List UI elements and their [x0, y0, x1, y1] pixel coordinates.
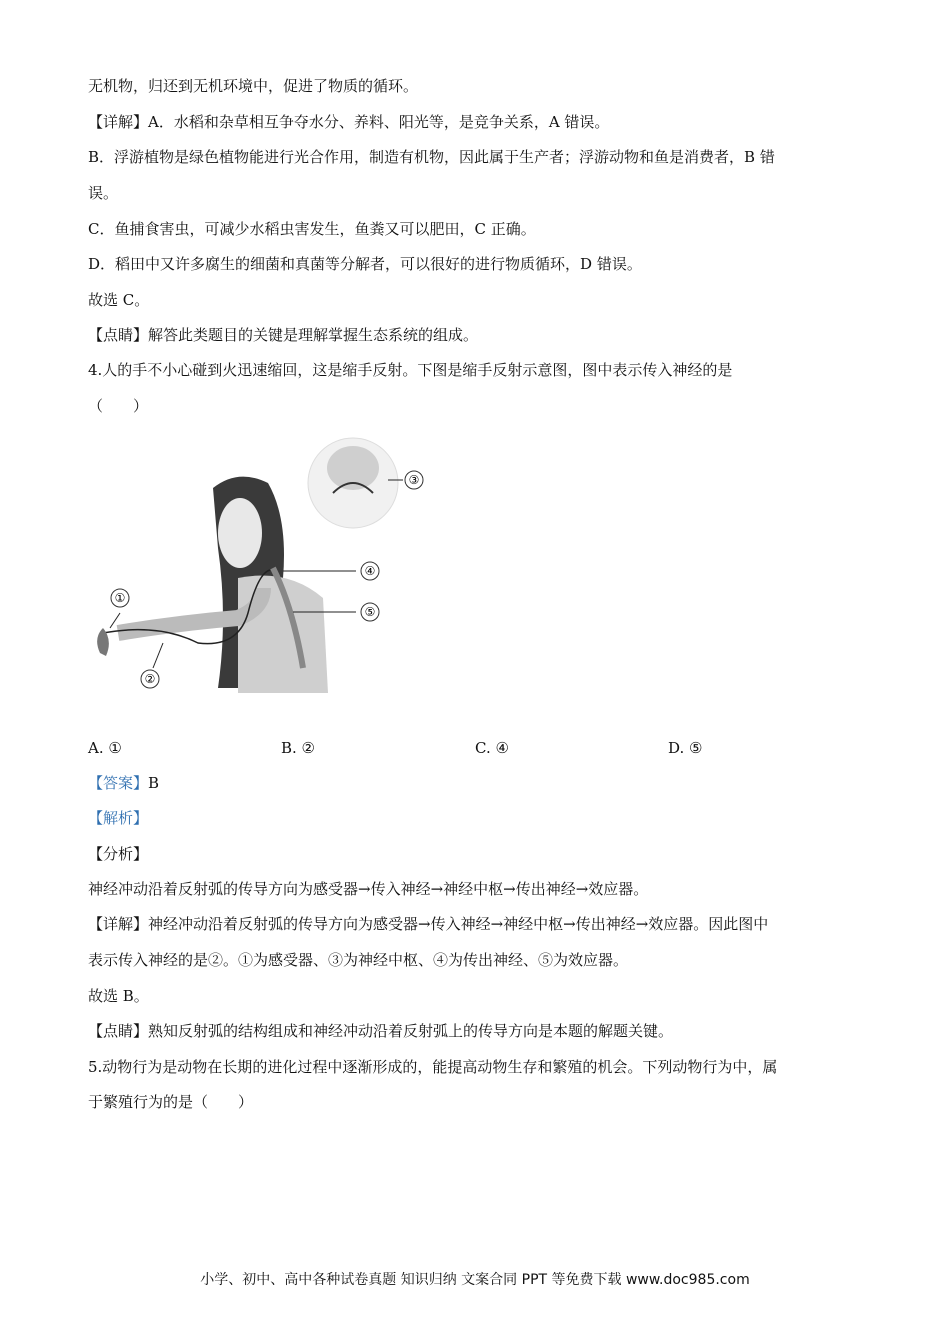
- figure-label-3: ③: [408, 473, 420, 487]
- text-line: 【点睛】熟知反射弧的结构组成和神经冲动沿着反射弧上的传导方向是本题的解题关键。: [88, 1022, 674, 1040]
- figure-label-2: ②: [144, 672, 156, 686]
- text-line: 故选 C。: [88, 291, 150, 309]
- reflex-arc-figure: [88, 428, 448, 718]
- reflex-arc-illustration: [88, 428, 448, 718]
- figure-label-4: ④: [364, 564, 376, 578]
- option-b: B. ②: [281, 739, 316, 757]
- question-4-stem: 4.人的手不小心碰到火迅速缩回，这是缩手反射。下图是缩手反射示意图，图中表示传入神经的是: [88, 361, 733, 379]
- text-line: 误。: [88, 184, 119, 202]
- figure-label-1: ①: [114, 591, 126, 605]
- question-5-stem: 5.动物行为是动物在长期的进化过程中逐渐形成的，能提高动物生存和繁殖的机会。下列动物行为中，属: [88, 1058, 778, 1076]
- answer-line: [88, 773, 159, 793]
- option-a: A. ①: [88, 739, 122, 757]
- question-4-blank: （ ）: [88, 397, 149, 415]
- text-line: 故选 B。: [88, 987, 149, 1005]
- text-line: 无机物，归还到无机环境中，促进了物质的循环。: [88, 77, 419, 95]
- answer-value: B: [148, 774, 160, 792]
- text-line: 神经冲动沿着反射弧的传导方向为感受器→传入神经→神经中枢→传出神经→效应器。: [88, 880, 649, 898]
- text-line: 表示传入神经的是②。①为感受器、③为神经中枢、④为传出神经、⑤为效应器。: [88, 951, 629, 969]
- text-line: D．稻田中又许多腐生的细菌和真菌等分解者，可以很好的进行物质循环，D 错误。: [88, 255, 642, 273]
- text-line: 【详解】A．水稻和杂草相互争夺水分、养料、阳光等，是竞争关系，A 错误。: [88, 113, 610, 131]
- question-5-stem-cont: 于繁殖行为的是（ ）: [88, 1093, 254, 1111]
- text-line: B．浮游植物是绿色植物能进行光合作用，制造有机物，因此属于生产者；浮游动物和鱼是消费者，B 错: [88, 148, 775, 166]
- figure-label-5: ⑤: [364, 605, 376, 619]
- option-d: D. ⑤: [668, 739, 703, 757]
- analysis-label: 【解析】: [88, 809, 149, 827]
- text-line: C．鱼捕食害虫，可减少水稻虫害发生，鱼粪又可以肥田，C 正确。: [88, 220, 536, 238]
- text-line: 【分析】: [88, 845, 149, 863]
- text-line: 【详解】神经冲动沿着反射弧的传导方向为感受器→传入神经→神经中枢→传出神经→效应器。因此图中: [88, 915, 769, 933]
- option-c: C. ④: [475, 739, 509, 757]
- page-footer: 小学、初中、高中各种试卷真题 知识归纳 文案合同 PPT 等免费下载 www.doc985.com: [200, 1272, 750, 1288]
- text-line: 【点睛】解答此类题目的关键是理解掌握生态系统的组成。: [88, 326, 479, 344]
- answer-label: 【答案】: [88, 774, 149, 792]
